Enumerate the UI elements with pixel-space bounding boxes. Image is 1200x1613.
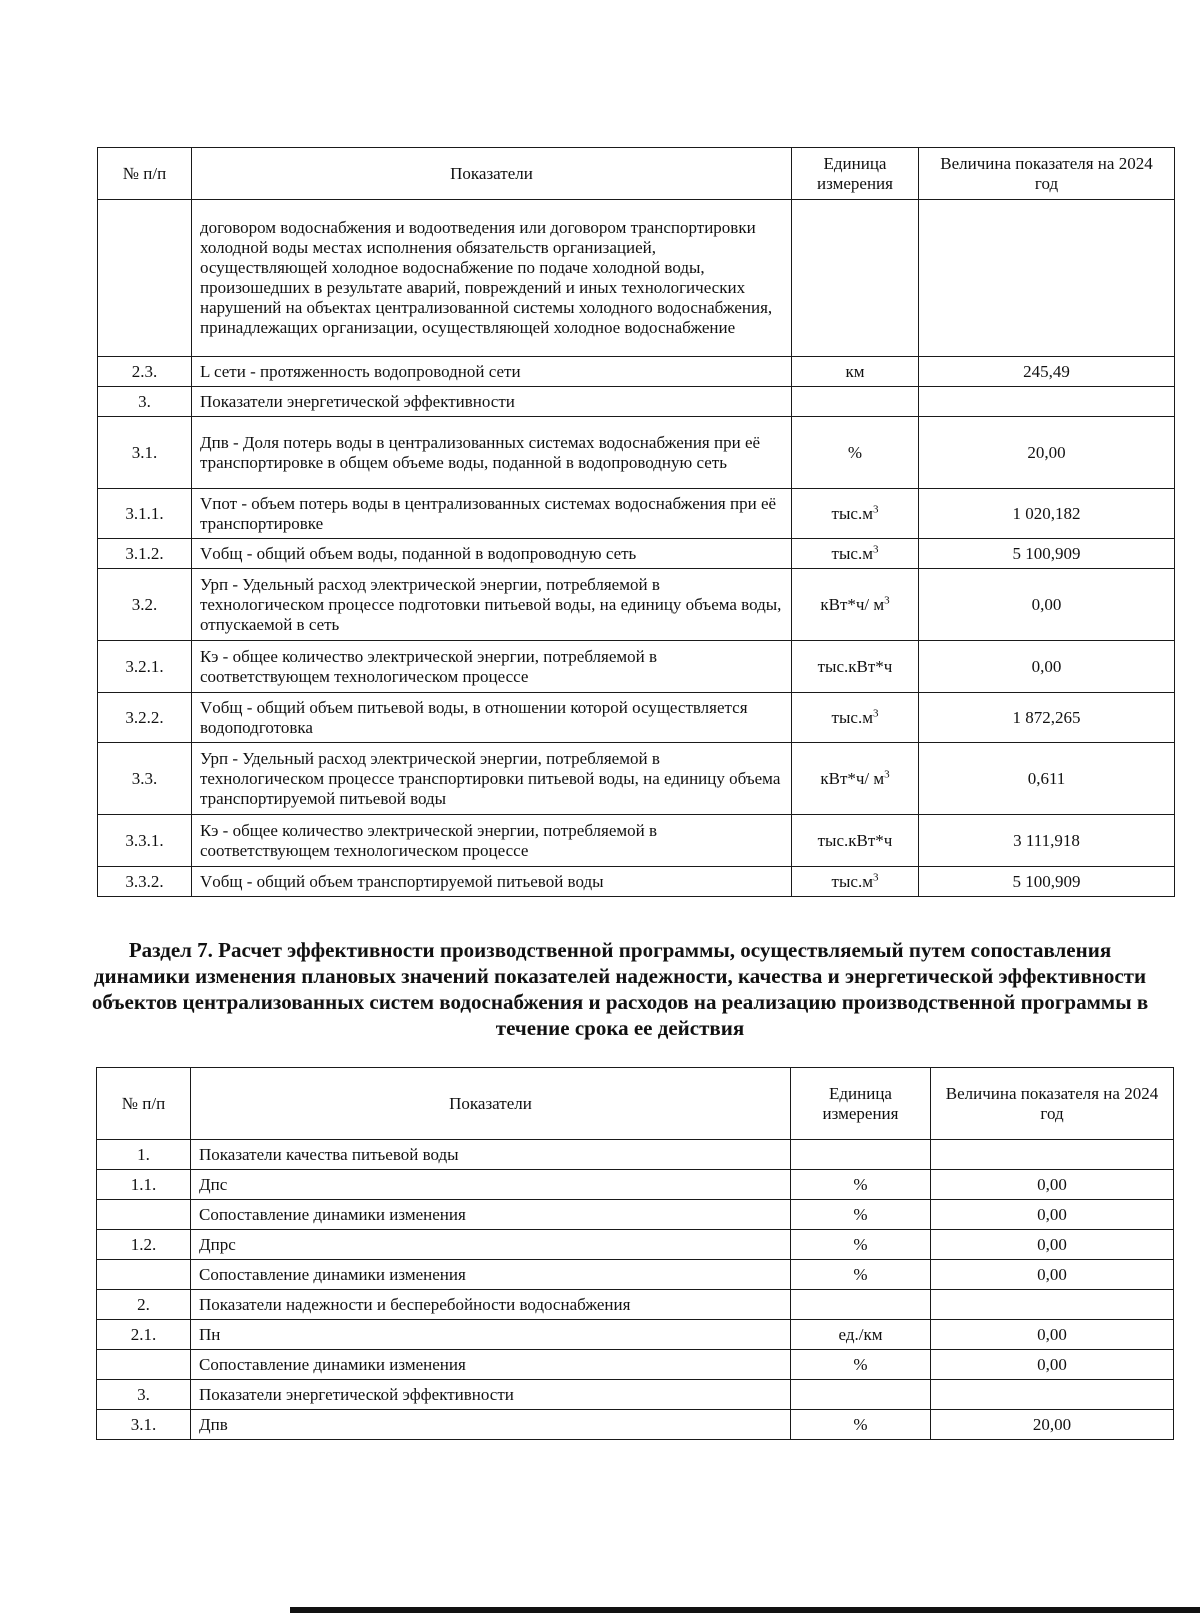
row-number [98, 200, 192, 357]
row-value: 20,00 [919, 417, 1175, 489]
row-indicator: Дпс [191, 1170, 791, 1200]
row-number: 3.3. [98, 743, 192, 815]
row-number: 2.3. [98, 357, 192, 387]
row-value: 1 872,265 [919, 693, 1175, 743]
row-number: 3.1. [97, 1410, 191, 1440]
row-unit: $тыс.м^3$ [792, 539, 919, 569]
unit-superscript: 3 [872, 542, 879, 555]
row-number: 3.2. [98, 569, 192, 641]
row-value: 245,49 [919, 357, 1175, 387]
row-number: 3. [98, 387, 192, 417]
row-value: 3 111,918 [919, 815, 1175, 867]
row-value: 0,00 [931, 1260, 1174, 1290]
row-indicator: Дпв - Доля потерь воды в централизованных системах водоснабжения при её транспортировке в общем объеме воды, поданной в водопроводную сеть [192, 417, 792, 489]
row-indicator: Дпрс [191, 1230, 791, 1260]
indicators-table-continued [97, 147, 1175, 897]
row-value: 0,00 [931, 1170, 1174, 1200]
header-value: Величина показателя на 2024 год [931, 1068, 1174, 1140]
row-value: 0,611 [919, 743, 1175, 815]
table-row [98, 539, 1175, 569]
row-unit: тыс.кВт*ч [792, 815, 919, 867]
row-indicator: Показатели надежности и бесперебойности водоснабжения [191, 1290, 791, 1320]
table-row [98, 357, 1175, 387]
row-value [931, 1140, 1174, 1170]
row-number [97, 1350, 191, 1380]
header-value: Величина показателя на 2024 год [919, 148, 1175, 200]
row-value: 0,00 [919, 641, 1175, 693]
row-indicator: Показатели энергетической эффективности [192, 387, 792, 417]
table-row [97, 1200, 1174, 1230]
row-unit: $тыс.м^3$ [792, 489, 919, 539]
row-number: 1.2. [97, 1230, 191, 1260]
row-number: 3.2.1. [98, 641, 192, 693]
row-number: 3.2.2. [98, 693, 192, 743]
row-indicator: Кэ - общее количество электрической энергии, потребляемой в соответствующем технологическом процессе [192, 641, 792, 693]
row-indicator: Урп - Удельный расход электрической энергии, потребляемой в технологическом процессе транспортировки питьевой воды, на единицу объема транспортируемой питьевой воды [192, 743, 792, 815]
table-row [97, 1320, 1174, 1350]
unit-superscript: 3 [872, 870, 879, 883]
row-unit [791, 1290, 931, 1320]
table-row [98, 489, 1175, 539]
row-unit [792, 200, 919, 357]
section-7-title: Раздел 7. Расчет эффективности производственной программы, осуществляемый путем сопоставления динамики изменения плановых значений показателей надежности, качества и энергетической эффективности объектов централизованных систем водоснабжения и расходов на реализацию производственной программы в течение срока ее действия [91, 938, 1149, 1040]
table-row [98, 815, 1175, 867]
unit-superscript: 3 [884, 593, 890, 606]
table-row [98, 417, 1175, 489]
row-unit: % [791, 1230, 931, 1260]
row-unit: % [792, 417, 919, 489]
row-unit [792, 387, 919, 417]
row-value: 0,00 [931, 1230, 1174, 1260]
row-unit: кВт*ч/ $м^3$ [792, 743, 919, 815]
table-row [98, 743, 1175, 815]
row-unit: $тыс.м^3$ [792, 867, 919, 897]
row-unit: ед./км [791, 1320, 931, 1350]
row-number: 1.1. [97, 1170, 191, 1200]
row-indicator: L сети - протяженность водопроводной сети [192, 357, 792, 387]
row-unit [791, 1140, 931, 1170]
table-body [98, 200, 1175, 897]
row-value: 0,00 [919, 569, 1175, 641]
row-indicator: Пн [191, 1320, 791, 1350]
table-row [97, 1290, 1174, 1320]
row-value: 5 100,909 [919, 867, 1175, 897]
row-number: 1. [97, 1140, 191, 1170]
row-unit: % [791, 1200, 931, 1230]
row-unit: % [791, 1260, 931, 1290]
row-value [931, 1290, 1174, 1320]
header-indicator: Показатели [192, 148, 792, 200]
row-indicator: Урп - Удельный расход электрической энергии, потребляемой в технологическом процессе подготовки питьевой воды, на единицу объема воды, отпускаемой в сеть [192, 569, 792, 641]
table-row [98, 387, 1175, 417]
table-row [97, 1230, 1174, 1260]
row-number [97, 1200, 191, 1230]
row-number: 2. [97, 1290, 191, 1320]
header-unit: Единица измерения [791, 1068, 931, 1140]
table-row [97, 1140, 1174, 1170]
row-unit: % [791, 1410, 931, 1440]
row-indicator: Vобщ - общий объем питьевой воды, в отношении которой осуществляется водоподготовка [192, 693, 792, 743]
unit-superscript: 3 [872, 706, 879, 719]
header-unit: Единица измерения [792, 148, 919, 200]
row-indicator: Vобщ - общий объем воды, поданной в водопроводную сеть [192, 539, 792, 569]
row-value: 0,00 [931, 1200, 1174, 1230]
row-value: 5 100,909 [919, 539, 1175, 569]
table-row [98, 867, 1175, 897]
row-unit: кВт*ч/ $м^3$ [792, 569, 919, 641]
row-value [919, 200, 1175, 357]
table-row [98, 569, 1175, 641]
row-value [919, 387, 1175, 417]
row-number: 3. [97, 1380, 191, 1410]
row-indicator: Показатели энергетической эффективности [191, 1380, 791, 1410]
header-num: № п/п [97, 1068, 191, 1140]
row-number: 3.1.2. [98, 539, 192, 569]
table-header-row [97, 1068, 1174, 1140]
table-row [97, 1170, 1174, 1200]
row-indicator: Сопоставление динамики изменения [191, 1350, 791, 1380]
row-value: 20,00 [931, 1410, 1174, 1440]
row-number [97, 1260, 191, 1290]
table-row [97, 1350, 1174, 1380]
row-number: 2.1. [97, 1320, 191, 1350]
row-unit: км [792, 357, 919, 387]
table-row [98, 693, 1175, 743]
table-header-row [98, 148, 1175, 200]
row-number: 3.3.1. [98, 815, 192, 867]
row-indicator: договором водоснабжения и водоотведения или договором транспортировки холодной воды местах исполнения обязательств организацией, осуществляющей холодное водоснабжение по подаче холодной воды, произошедших в результате аварий, повреждений и иных технологических нарушений на объектах централизованной системы холодного водоснабжения, принадлежащих организации, осуществляющей холодное водоснабжение [192, 200, 792, 357]
row-unit: тыс.кВт*ч [792, 641, 919, 693]
table-row [97, 1260, 1174, 1290]
header-indicator: Показатели [191, 1068, 791, 1140]
row-indicator: Дпв [191, 1410, 791, 1440]
header-num: № п/п [98, 148, 192, 200]
row-unit: % [791, 1170, 931, 1200]
row-unit: $тыс.м^3$ [792, 693, 919, 743]
efficiency-table [96, 1067, 1174, 1440]
scan-edge-line [290, 1607, 1200, 1613]
table-body [97, 1140, 1174, 1440]
table-row [97, 1380, 1174, 1410]
table-row [98, 641, 1175, 693]
row-number: 3.1.1. [98, 489, 192, 539]
row-indicator: Сопоставление динамики изменения [191, 1260, 791, 1290]
row-value: 1 020,182 [919, 489, 1175, 539]
row-unit [791, 1380, 931, 1410]
row-indicator: Vпот - объем потерь воды в централизованных системах водоснабжения при её транспортировке [192, 489, 792, 539]
row-indicator: Vобщ - общий объем транспортируемой питьевой воды [192, 867, 792, 897]
unit-superscript: 3 [872, 502, 879, 515]
table-row [97, 1410, 1174, 1440]
table-row [98, 200, 1175, 357]
unit-superscript: 3 [884, 767, 890, 780]
row-value: 0,00 [931, 1320, 1174, 1350]
row-value: 0,00 [931, 1350, 1174, 1380]
row-indicator: Показатели качества питьевой воды [191, 1140, 791, 1170]
row-number: 3.3.2. [98, 867, 192, 897]
row-number: 3.1. [98, 417, 192, 489]
row-value [931, 1380, 1174, 1410]
row-indicator: Сопоставление динамики изменения [191, 1200, 791, 1230]
row-indicator: Кэ - общее количество электрической энергии, потребляемой в соответствующем технологическом процессе [192, 815, 792, 867]
row-unit: % [791, 1350, 931, 1380]
